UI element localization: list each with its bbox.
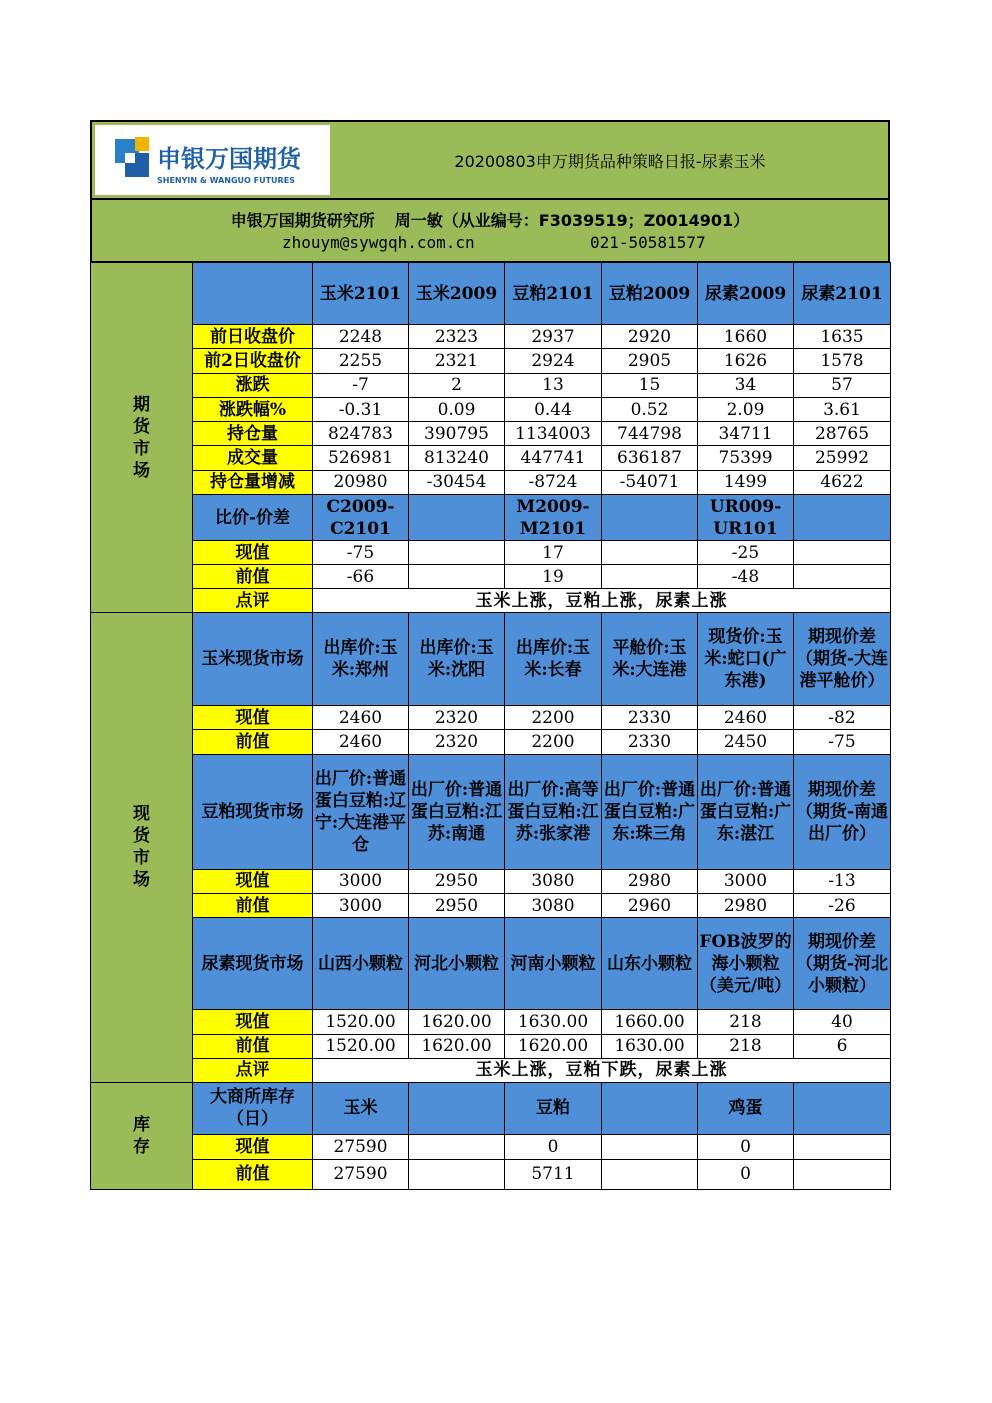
value-cell: 1499 xyxy=(698,470,794,494)
corn-spot-header: 平舱价:玉米:大连港 xyxy=(602,613,698,706)
inventory-row xyxy=(91,1159,891,1189)
row-label: 前值 xyxy=(193,1034,313,1058)
value-cell: 3080 xyxy=(505,869,602,893)
value-cell: -25 xyxy=(698,541,794,565)
urea-spot-header-row xyxy=(91,918,891,1010)
value-cell: 34711 xyxy=(698,422,794,446)
comment-label: 点评 xyxy=(193,589,313,613)
meal-spot-header: 出厂价:普通蛋白豆粕:广东:珠三角 xyxy=(602,754,698,869)
futures-comment: 玉米上涨，豆粕上涨，尿素上涨 xyxy=(313,589,891,613)
value-cell: 0.52 xyxy=(602,397,698,421)
value-cell xyxy=(409,541,505,565)
corn-spot-header: 出库价:玉米:郑州 xyxy=(313,613,409,706)
section-spot-text: 现货市场 xyxy=(133,804,150,891)
row-label: 持仓量 xyxy=(193,422,313,446)
row-label: 前值 xyxy=(193,1159,313,1189)
data-table xyxy=(90,262,891,1190)
value-cell: 1626 xyxy=(698,349,794,373)
value-cell: 20980 xyxy=(313,470,409,494)
value-cell: 5711 xyxy=(505,1159,602,1189)
spread-row xyxy=(91,541,891,565)
section-futures-text: 期货市场 xyxy=(133,394,150,481)
urea-spot-header: 河南小颗粒 xyxy=(505,918,602,1010)
section-spot xyxy=(91,613,193,1083)
futures-row xyxy=(91,325,891,349)
value-cell: 3000 xyxy=(698,869,794,893)
urea-spot-header: 河北小颗粒 xyxy=(409,918,505,1010)
value-cell: 2 xyxy=(409,373,505,397)
inventory-row xyxy=(91,1134,891,1159)
spread-label: 比价-价差 xyxy=(193,495,313,541)
value-cell: -8724 xyxy=(505,470,602,494)
value-cell: 3000 xyxy=(313,869,409,893)
inventory-header: 玉米 xyxy=(313,1082,409,1134)
value-cell: 2200 xyxy=(505,730,602,754)
value-cell: 2905 xyxy=(602,349,698,373)
corn-spot-header: 出库价:玉米:沈阳 xyxy=(409,613,505,706)
value-cell: 1635 xyxy=(794,325,891,349)
urea-spot-row xyxy=(91,1034,891,1058)
value-cell: 13 xyxy=(505,373,602,397)
meal-spot-header: 出厂价:普通蛋白豆粕:辽宁:大连港平仓 xyxy=(313,754,409,869)
urea-spot-header: 山西小颗粒 xyxy=(313,918,409,1010)
contract-header: 玉米2101 xyxy=(313,263,409,325)
inventory-header xyxy=(602,1082,698,1134)
value-cell xyxy=(602,1159,698,1189)
spread-header xyxy=(794,495,891,541)
urea-spot-header: 期现价差（期货-河北小颗粒） xyxy=(794,918,891,1010)
value-cell: 3080 xyxy=(505,893,602,917)
meal-spot-row xyxy=(91,893,891,917)
value-cell: 1578 xyxy=(794,349,891,373)
value-cell: 0 xyxy=(698,1159,794,1189)
value-cell: 40 xyxy=(794,1010,891,1034)
spread-header: M2009-M2101 xyxy=(505,495,602,541)
corn-spot-row xyxy=(91,706,891,730)
value-cell: 1520.00 xyxy=(313,1034,409,1058)
value-cell: 2980 xyxy=(698,893,794,917)
meal-spot-header: 出厂价:高等蛋白豆粕:江苏:张家港 xyxy=(505,754,602,869)
contract-header: 豆粕2009 xyxy=(602,263,698,325)
spot-comment: 玉米上涨，豆粕下跌，尿素上涨 xyxy=(313,1058,891,1082)
row-label: 涨跌幅% xyxy=(193,397,313,421)
value-cell xyxy=(602,541,698,565)
value-cell: 2950 xyxy=(409,893,505,917)
value-cell: 75399 xyxy=(698,446,794,470)
urea-spot-label: 尿素现货市场 xyxy=(193,918,313,1010)
value-cell: 2950 xyxy=(409,869,505,893)
company-logo xyxy=(95,125,330,195)
corn-spot-header: 出库价:玉米:长春 xyxy=(505,613,602,706)
value-cell: 390795 xyxy=(409,422,505,446)
value-cell: 1660.00 xyxy=(602,1010,698,1034)
report-contact xyxy=(90,200,890,263)
value-cell: 744798 xyxy=(602,422,698,446)
value-cell: 2920 xyxy=(602,325,698,349)
row-label: 现值 xyxy=(193,1134,313,1159)
value-cell: -82 xyxy=(794,706,891,730)
spot-comment-row xyxy=(91,1058,891,1082)
value-cell: -7 xyxy=(313,373,409,397)
value-cell: 2460 xyxy=(698,706,794,730)
analyst-email[interactable]: zhouym@sywgqh.com.cn xyxy=(282,233,475,252)
row-label: 涨跌 xyxy=(193,373,313,397)
value-cell: 447741 xyxy=(505,446,602,470)
value-cell: 28765 xyxy=(794,422,891,446)
futures-row xyxy=(91,446,891,470)
contract-header: 尿素2009 xyxy=(698,263,794,325)
value-cell xyxy=(409,1159,505,1189)
value-cell: 526981 xyxy=(313,446,409,470)
value-cell: -13 xyxy=(794,869,891,893)
value-cell: 3.61 xyxy=(794,397,891,421)
value-cell: 1620.00 xyxy=(409,1034,505,1058)
meal-spot-header-row xyxy=(91,754,891,869)
value-cell: 2320 xyxy=(409,730,505,754)
value-cell: 2200 xyxy=(505,706,602,730)
value-cell xyxy=(602,565,698,589)
futures-row xyxy=(91,397,891,421)
value-cell: 2924 xyxy=(505,349,602,373)
value-cell xyxy=(602,1134,698,1159)
row-label: 现值 xyxy=(193,1010,313,1034)
value-cell: -75 xyxy=(794,730,891,754)
futures-row xyxy=(91,349,891,373)
value-cell: 25992 xyxy=(794,446,891,470)
row-label: 现值 xyxy=(193,706,313,730)
value-cell: 3000 xyxy=(313,893,409,917)
contract-header: 豆粕2101 xyxy=(505,263,602,325)
value-cell: 2321 xyxy=(409,349,505,373)
section-inventory-text: 库存 xyxy=(133,1114,150,1157)
value-cell: -0.31 xyxy=(313,397,409,421)
corn-spot-header-row xyxy=(91,613,891,706)
section-futures xyxy=(91,263,193,613)
value-cell: 1620.00 xyxy=(409,1010,505,1034)
value-cell: 2255 xyxy=(313,349,409,373)
value-cell xyxy=(794,1159,891,1189)
value-cell: 1520.00 xyxy=(313,1010,409,1034)
analyst-info: 周一敏（从业编号：F3039519；Z0014901） xyxy=(394,211,750,230)
inventory-header: 鸡蛋 xyxy=(698,1082,794,1134)
inventory-header xyxy=(409,1082,505,1134)
value-cell: 1630.00 xyxy=(602,1034,698,1058)
value-cell: 636187 xyxy=(602,446,698,470)
row-label: 前日收盘价 xyxy=(193,325,313,349)
value-cell: 2320 xyxy=(409,706,505,730)
inventory-label: 大商所库存（日） xyxy=(193,1082,313,1134)
row-label: 前值 xyxy=(193,565,313,589)
value-cell: 19 xyxy=(505,565,602,589)
value-cell: -66 xyxy=(313,565,409,589)
value-cell: -30454 xyxy=(409,470,505,494)
inventory-header-row xyxy=(91,1082,891,1134)
value-cell: -26 xyxy=(794,893,891,917)
spread-header xyxy=(409,495,505,541)
value-cell: 2960 xyxy=(602,893,698,917)
row-label: 前2日收盘价 xyxy=(193,349,313,373)
value-cell: 0 xyxy=(698,1134,794,1159)
logo-text: 申银万国期货 xyxy=(157,145,301,173)
corn-spot-header: 现货价:玉米:蛇口(广东港) xyxy=(698,613,794,706)
value-cell: 2330 xyxy=(602,730,698,754)
meal-spot-label: 豆粕现货市场 xyxy=(193,754,313,869)
spread-row xyxy=(91,565,891,589)
row-label: 成交量 xyxy=(193,446,313,470)
spread-header-row xyxy=(91,495,891,541)
value-cell: 34 xyxy=(698,373,794,397)
value-cell: 0 xyxy=(505,1134,602,1159)
contract-header: 玉米2009 xyxy=(409,263,505,325)
value-cell: 1620.00 xyxy=(505,1034,602,1058)
row-label: 前值 xyxy=(193,893,313,917)
value-cell xyxy=(409,1134,505,1159)
urea-spot-header: FOB波罗的海小颗粒（美元/吨） xyxy=(698,918,794,1010)
contract-header: 尿素2101 xyxy=(794,263,891,325)
value-cell xyxy=(409,565,505,589)
value-cell: -48 xyxy=(698,565,794,589)
spread-header xyxy=(602,495,698,541)
value-cell: 2980 xyxy=(602,869,698,893)
row-label: 前值 xyxy=(193,730,313,754)
row-label: 现值 xyxy=(193,541,313,565)
spread-header: UR009-UR101 xyxy=(698,495,794,541)
corn-spot-label: 玉米现货市场 xyxy=(193,613,313,706)
value-cell: 6 xyxy=(794,1034,891,1058)
futures-header-row xyxy=(91,263,891,325)
logo-mark-icon xyxy=(95,125,330,195)
value-cell: 218 xyxy=(698,1034,794,1058)
value-cell xyxy=(794,1134,891,1159)
futures-row xyxy=(91,373,891,397)
value-cell: 813240 xyxy=(409,446,505,470)
corn-spot-row xyxy=(91,730,891,754)
report-header xyxy=(90,120,890,200)
institute-name: 申银万国期货研究所 xyxy=(230,211,375,230)
section-inventory xyxy=(91,1082,193,1189)
comment-label: 点评 xyxy=(193,1058,313,1082)
value-cell: 2330 xyxy=(602,706,698,730)
meal-spot-header: 出厂价:普通蛋白豆粕:广东:湛江 xyxy=(698,754,794,869)
inventory-header xyxy=(794,1082,891,1134)
logo-subtext: SHENYIN & WANGUO FUTURES xyxy=(157,176,295,185)
value-cell: 27590 xyxy=(313,1159,409,1189)
value-cell: -54071 xyxy=(602,470,698,494)
value-cell: 2460 xyxy=(313,730,409,754)
value-cell: 1134003 xyxy=(505,422,602,446)
meal-spot-row xyxy=(91,869,891,893)
value-cell: 0.44 xyxy=(505,397,602,421)
value-cell: 0.09 xyxy=(409,397,505,421)
value-cell: 1630.00 xyxy=(505,1010,602,1034)
value-cell: 2323 xyxy=(409,325,505,349)
value-cell: 4622 xyxy=(794,470,891,494)
spread-header: C2009-C2101 xyxy=(313,495,409,541)
value-cell: 2450 xyxy=(698,730,794,754)
value-cell: 2460 xyxy=(313,706,409,730)
meal-spot-header: 期现价差（期货-南通出厂价） xyxy=(794,754,891,869)
urea-spot-header: 山东小颗粒 xyxy=(602,918,698,1010)
futures-row xyxy=(91,422,891,446)
value-cell: 218 xyxy=(698,1010,794,1034)
inventory-header: 豆粕 xyxy=(505,1082,602,1134)
value-cell: 824783 xyxy=(313,422,409,446)
value-cell xyxy=(794,565,891,589)
header-blank xyxy=(193,263,313,325)
value-cell: 15 xyxy=(602,373,698,397)
urea-spot-row xyxy=(91,1010,891,1034)
futures-row xyxy=(91,470,891,494)
value-cell: 27590 xyxy=(313,1134,409,1159)
corn-spot-header: 期现价差（期货-大连港平舱价） xyxy=(794,613,891,706)
value-cell: 1660 xyxy=(698,325,794,349)
row-label: 持仓量增减 xyxy=(193,470,313,494)
row-label: 现值 xyxy=(193,869,313,893)
value-cell: 17 xyxy=(505,541,602,565)
value-cell: -75 xyxy=(313,541,409,565)
futures-comment-row xyxy=(91,589,891,613)
meal-spot-header: 出厂价:普通蛋白豆粕:江苏:南通 xyxy=(409,754,505,869)
value-cell: 2937 xyxy=(505,325,602,349)
value-cell xyxy=(794,541,891,565)
analyst-phone: 021-50581577 xyxy=(590,233,706,252)
value-cell: 2.09 xyxy=(698,397,794,421)
value-cell: 2248 xyxy=(313,325,409,349)
report-title: 20200803申万期货品种策略日报-尿素玉米 xyxy=(454,151,766,171)
value-cell: 57 xyxy=(794,373,891,397)
